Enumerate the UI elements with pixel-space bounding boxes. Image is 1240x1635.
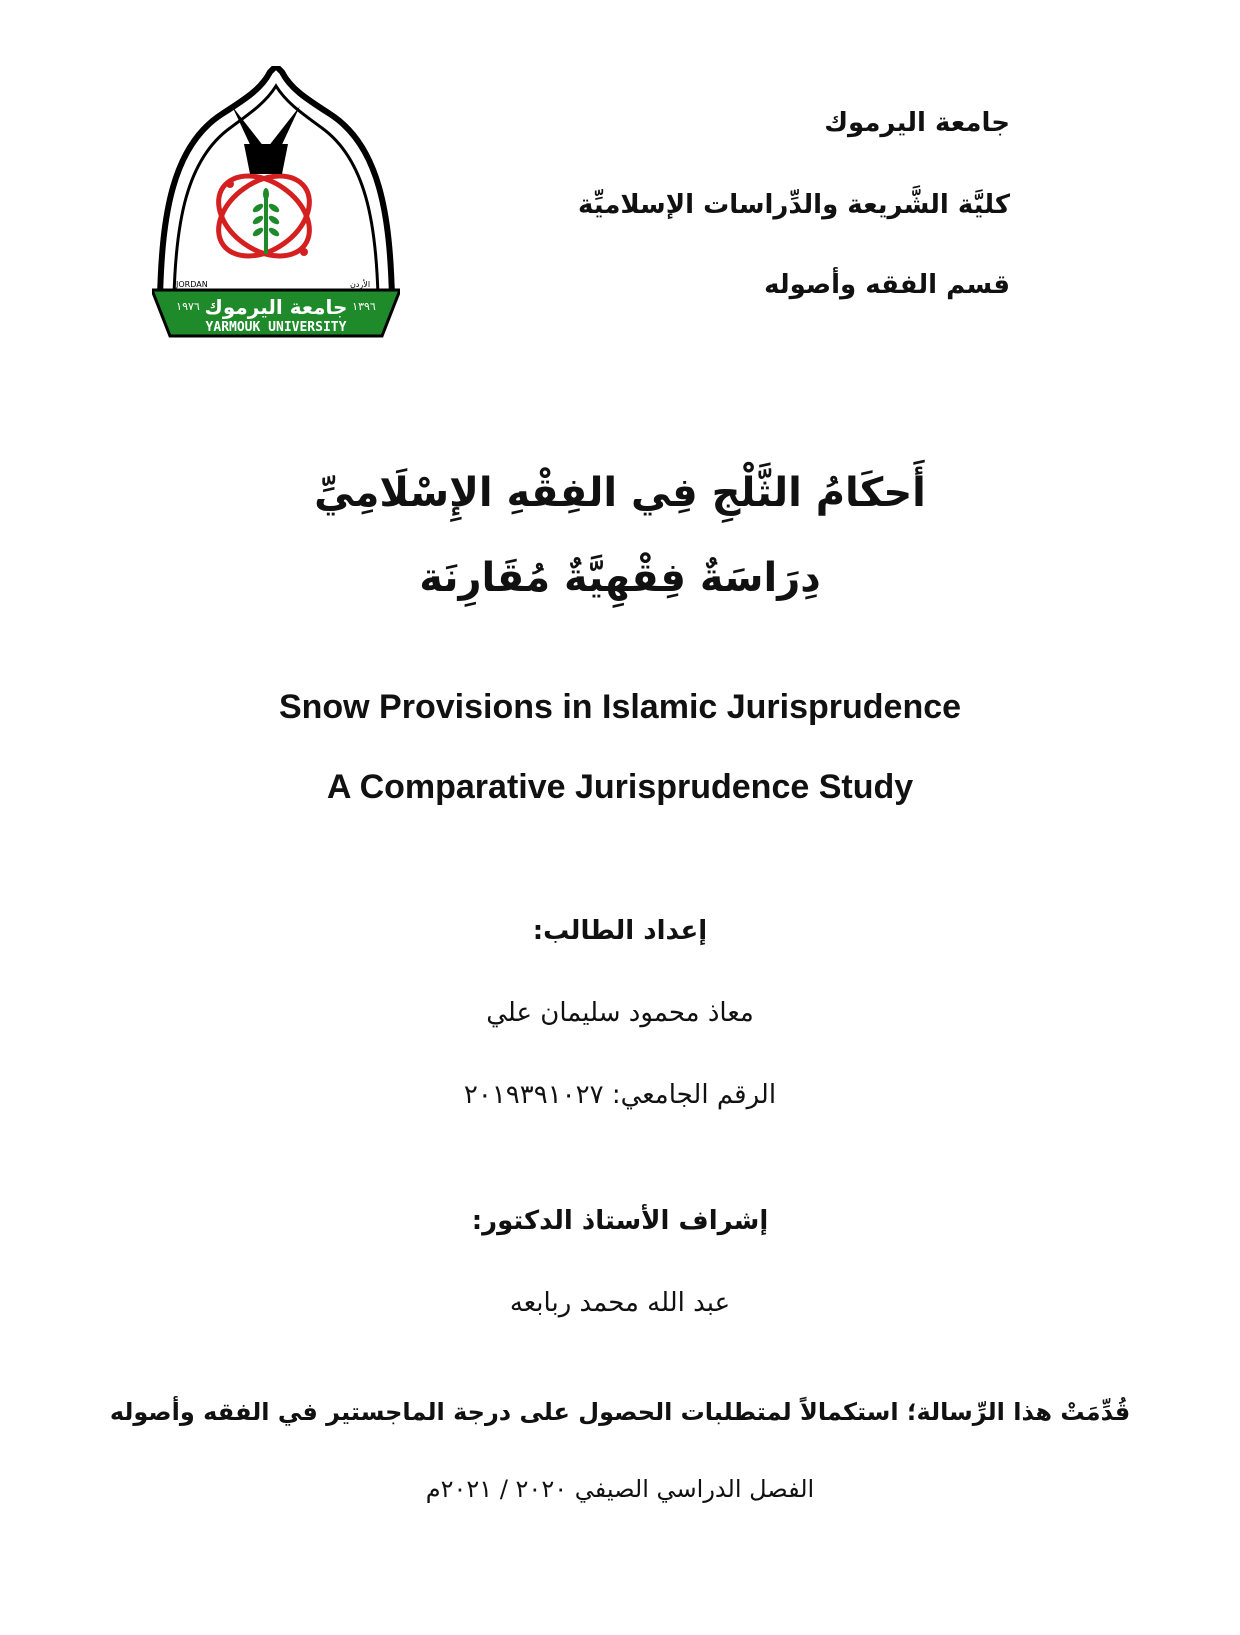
academic-semester: الفصل الدراسي الصيفي ٢٠٢٠ / ٢٠٢١م xyxy=(425,1475,815,1503)
submission-statement: قُدِّمَتْ هذا الرِّسالة؛ استكمالاً لمتطلبات الحصول على درجة الماجستير في الفقه وأصوله xyxy=(109,1398,1131,1426)
student-id: الرقم الجامعي: ٢٠١٩٣٩١٠٢٧ xyxy=(463,1080,777,1110)
logo-year-left: ١٩٧٦ xyxy=(176,300,200,313)
logo-country-en: JORDAN xyxy=(176,280,208,289)
thesis-title-english: Snow Provisions in Islamic Jurisprudence xyxy=(278,688,962,726)
logo-year-right: ١٣٩٦ xyxy=(352,300,376,313)
thesis-subtitle-arabic: دِرَاسَةٌ فِقْهِيَّةٌ مُقَارِنَة xyxy=(419,555,821,601)
thesis-title-arabic: أَحكَامُ الثَّلْجِ فِي الفِقْهِ الإِسْلَامِيِّ xyxy=(314,470,926,516)
logo-arabic-text: جامعة اليرموك xyxy=(204,295,348,319)
university-name: جامعة اليرموك xyxy=(824,108,1010,138)
logo-english-text: YARMOUK UNIVERSITY xyxy=(205,320,347,335)
prepared-by-label: إعداد الطالب: xyxy=(532,916,708,946)
student-name: معاذ محمود سليمان علي xyxy=(486,998,754,1028)
yarmouk-university-logo xyxy=(152,66,400,346)
faculty-name: كليَّة الشَّريعة والدِّراسات الإسلاميِّة xyxy=(577,190,1010,220)
supervisor-name: عبد الله محمد ربابعه xyxy=(509,1288,731,1318)
department-name: قسم الفقه وأصوله xyxy=(764,270,1010,300)
logo-country-ar: الأردن xyxy=(349,280,371,289)
thesis-subtitle-english: A Comparative Jurisprudence Study xyxy=(326,768,914,806)
supervisor-label: إشراف الأستاذ الدكتور: xyxy=(471,1206,769,1236)
